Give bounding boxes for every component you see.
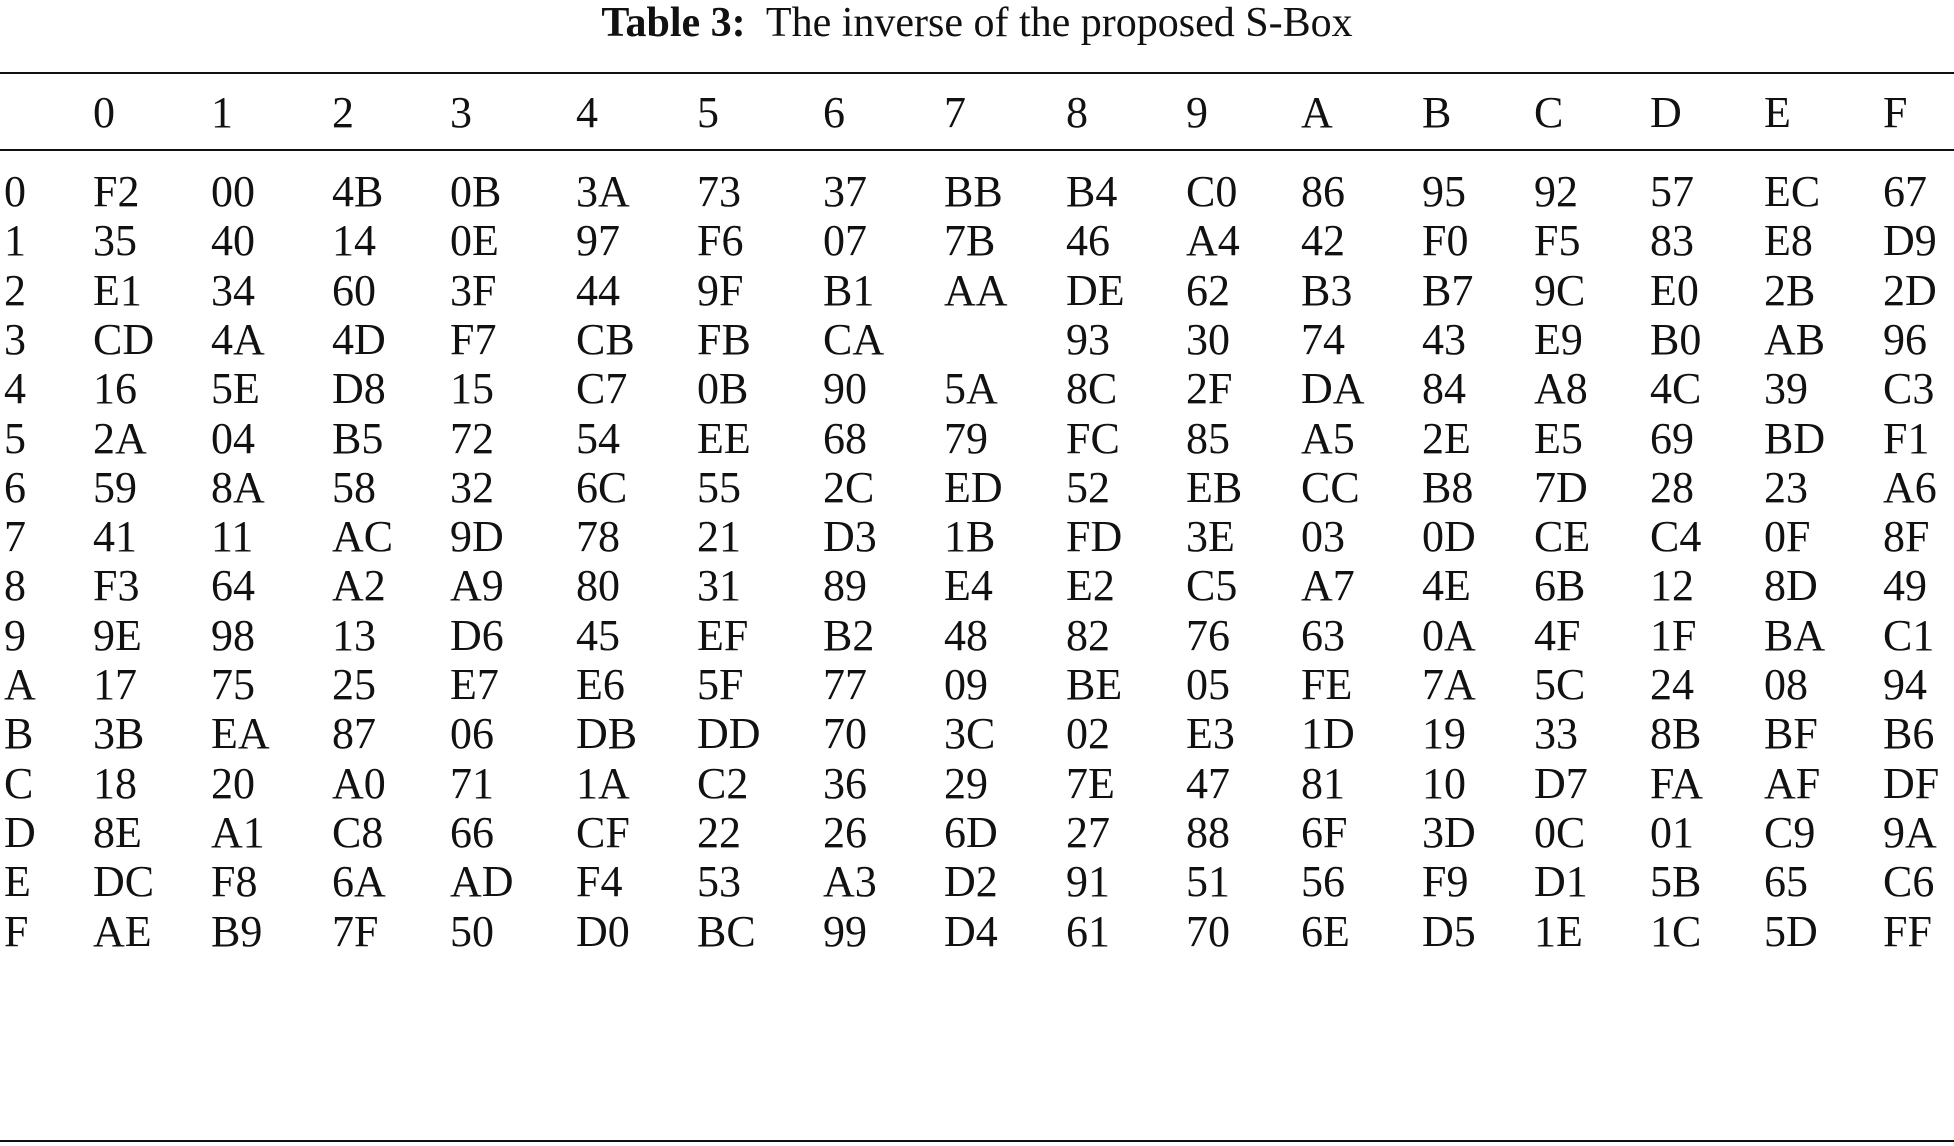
row-header: 8 — [4, 561, 26, 610]
table-cell: 8A — [211, 463, 265, 512]
table-cell: 09 — [944, 660, 988, 709]
table-cell: 0D — [1422, 512, 1476, 561]
table-cell: C6 — [1883, 857, 1935, 906]
table-cell: CC — [1301, 463, 1360, 512]
table-cell: AA — [944, 266, 1008, 315]
table-cell: A9 — [450, 561, 504, 610]
row-header: A — [4, 660, 36, 709]
table-cell: C4 — [1650, 512, 1702, 561]
table-cell: B2 — [823, 611, 875, 660]
table-cell: B5 — [332, 414, 384, 463]
table-cell: F7 — [450, 315, 497, 364]
table-cell: B3 — [1301, 266, 1353, 315]
table-cell: 0E — [450, 216, 499, 265]
table-cell: 4D — [332, 315, 386, 364]
table-cell: E8 — [1764, 216, 1813, 265]
table-cell: 86 — [1301, 167, 1345, 216]
table-cell: FD — [1066, 512, 1123, 561]
table-cell: DC — [93, 857, 155, 906]
table-cell: 7B — [944, 216, 996, 265]
table-cell: 8B — [1650, 709, 1702, 758]
table-cell: A4 — [1186, 216, 1240, 265]
table-cell: E4 — [944, 561, 993, 610]
table-cell: 84 — [1422, 364, 1466, 413]
table-cell: 82 — [1066, 611, 1110, 660]
table-cell: 67 — [1883, 167, 1927, 216]
table-cell: 03 — [1301, 512, 1345, 561]
table-cell: C9 — [1764, 808, 1816, 857]
table-cell: CA — [823, 315, 885, 364]
table-cell: 4A — [211, 315, 265, 364]
table-cell: AE — [93, 907, 152, 956]
table-cell: F1 — [1883, 414, 1930, 463]
table-cell: 92 — [1534, 167, 1578, 216]
table-cell: 21 — [697, 512, 741, 561]
table-cell: F0 — [1422, 216, 1469, 265]
table-cell: ED — [944, 463, 1003, 512]
column-header: 9 — [1186, 88, 1208, 137]
table-cell: 5C — [1534, 660, 1586, 709]
table-cell: 00 — [211, 167, 255, 216]
table-cell: F4 — [576, 857, 623, 906]
table-cell: 13 — [332, 611, 376, 660]
table-cell: 1A — [576, 759, 630, 808]
table-cell: 4F — [1534, 611, 1581, 660]
table-cell: 74 — [1301, 315, 1345, 364]
table-cell: 56 — [1301, 857, 1345, 906]
table-cell: 07 — [823, 216, 867, 265]
table-cell: DF — [1883, 759, 1940, 808]
table-cell: C2 — [697, 759, 749, 808]
table-cell: 14 — [332, 216, 376, 265]
table-cell: B4 — [1066, 167, 1118, 216]
table-cell: CB — [576, 315, 635, 364]
table-cell: 1C — [1650, 907, 1702, 956]
table-cell: B7 — [1422, 266, 1474, 315]
table-cell: 6B — [1534, 561, 1586, 610]
column-header: 7 — [944, 88, 966, 137]
table-cell: DD — [697, 709, 761, 758]
table-cell: B0 — [1650, 315, 1702, 364]
table-cell: BD — [1764, 414, 1826, 463]
table-cell: DE — [1066, 266, 1125, 315]
table-cell: 50 — [450, 907, 494, 956]
table-cell: 70 — [823, 709, 867, 758]
table-cell: 79 — [944, 414, 988, 463]
table-header-rule — [0, 149, 1954, 151]
table-cell: 25 — [332, 660, 376, 709]
table-cell: 16 — [93, 364, 137, 413]
table-cell: 3C — [944, 709, 996, 758]
column-header: 2 — [332, 88, 354, 137]
table-cell: 63 — [1301, 611, 1345, 660]
table-cell: 6D — [944, 808, 998, 857]
table-cell: 3D — [1422, 808, 1476, 857]
column-header: 3 — [450, 88, 472, 137]
table-cell: E5 — [1534, 414, 1583, 463]
table-cell: 96 — [1883, 315, 1927, 364]
table-cell: 2D — [1883, 266, 1937, 315]
table-cell: EB — [1186, 463, 1243, 512]
table-cell: 7D — [1534, 463, 1588, 512]
table-cell: C0 — [1186, 167, 1238, 216]
table-cell: AC — [332, 512, 394, 561]
table-cell: 76 — [1186, 611, 1230, 660]
table-cell: 5A — [944, 364, 998, 413]
table-cell: B1 — [823, 266, 875, 315]
table-cell: E2 — [1066, 561, 1115, 610]
table-cell: D1 — [1534, 857, 1588, 906]
table-cell: EE — [697, 414, 751, 463]
table-cell: 81 — [1301, 759, 1345, 808]
table-cell: 22 — [697, 808, 741, 857]
table-cell: 62 — [1186, 266, 1230, 315]
table-cell: D0 — [576, 907, 630, 956]
table-cell: 4E — [1422, 561, 1471, 610]
table-cell: 32 — [450, 463, 494, 512]
table-cell: 9A — [1883, 808, 1937, 857]
table-cell: FB — [697, 315, 751, 364]
table-cell: 98 — [211, 611, 255, 660]
table-cell: A6 — [1883, 463, 1937, 512]
table-cell: 91 — [1066, 857, 1110, 906]
row-header: C — [4, 759, 34, 808]
table-cell: 60 — [332, 266, 376, 315]
table-cell: 2A — [93, 414, 147, 463]
table-cell: 8F — [1883, 512, 1930, 561]
table-cell: 5B — [1650, 857, 1702, 906]
table-cell: 01 — [1650, 808, 1694, 857]
table-cell: 0C — [1534, 808, 1586, 857]
table-cell: 6E — [1301, 907, 1350, 956]
table-cell: 8E — [93, 808, 142, 857]
row-header: E — [4, 857, 31, 906]
table-cell: 23 — [1764, 463, 1808, 512]
table-cell: CF — [576, 808, 630, 857]
table-cell: 3B — [93, 709, 145, 758]
table-cell: 80 — [576, 561, 620, 610]
table-cell: 5E — [211, 364, 260, 413]
column-header: 1 — [211, 88, 233, 137]
table-cell: C7 — [576, 364, 628, 413]
column-header: 6 — [823, 88, 845, 137]
table-caption-text: The inverse of the proposed S-Box — [765, 0, 1353, 46]
table-cell: 95 — [1422, 167, 1466, 216]
table-cell: 9C — [1534, 266, 1586, 315]
table-cell: 4C — [1650, 364, 1702, 413]
table-cell: 9F — [697, 266, 744, 315]
table-cell: 26 — [823, 808, 867, 857]
table-cell: 3F — [450, 266, 497, 315]
table-cell: 7E — [1066, 759, 1115, 808]
table-cell: 19 — [1422, 709, 1466, 758]
table-cell: 48 — [944, 611, 988, 660]
row-header: B — [4, 709, 34, 758]
table-cell: D5 — [1422, 907, 1476, 956]
table-cell: 47 — [1186, 759, 1230, 808]
table-cell: A3 — [823, 857, 877, 906]
table-cell: E6 — [576, 660, 625, 709]
table-cell: 37 — [823, 167, 867, 216]
table-cell: 30 — [1186, 315, 1230, 364]
table-cell: 8C — [1066, 364, 1118, 413]
table-cell: 61 — [1066, 907, 1110, 956]
table-cell: 20 — [211, 759, 255, 808]
table-cell: 18 — [93, 759, 137, 808]
table-cell: B8 — [1422, 463, 1474, 512]
table-cell: A1 — [211, 808, 265, 857]
table-cell: 69 — [1650, 414, 1694, 463]
column-header: 4 — [576, 88, 598, 137]
table-cell: AD — [450, 857, 514, 906]
table-cell: 58 — [332, 463, 376, 512]
table-cell: E3 — [1186, 709, 1235, 758]
table-cell: CE — [1534, 512, 1591, 561]
table-cell: 75 — [211, 660, 255, 709]
table-cell: 29 — [944, 759, 988, 808]
table-cell: 65 — [1764, 857, 1808, 906]
table-cell: 8D — [1764, 561, 1818, 610]
table-cell: 9E — [93, 611, 142, 660]
row-header: D — [4, 808, 36, 857]
table-cell: 88 — [1186, 808, 1230, 857]
table-cell: 42 — [1301, 216, 1345, 265]
table-cell: 46 — [1066, 216, 1110, 265]
table-cell: 72 — [450, 414, 494, 463]
table-cell: 7A — [1422, 660, 1476, 709]
table-cell: 2C — [823, 463, 875, 512]
table-cell: E7 — [450, 660, 499, 709]
table-cell: 97 — [576, 216, 620, 265]
table-cell: 10 — [1422, 759, 1466, 808]
table-cell: 04 — [211, 414, 255, 463]
table-cell: FF — [1883, 907, 1932, 956]
table-cell: DA — [1301, 364, 1365, 413]
table-cell: 45 — [576, 611, 620, 660]
table-cell: D4 — [944, 907, 998, 956]
column-header: A — [1301, 88, 1333, 137]
table-cell: E9 — [1534, 315, 1583, 364]
table-bottom-rule — [0, 1140, 1954, 1142]
table-cell: 0B — [697, 364, 749, 413]
table-cell: 1F — [1650, 611, 1697, 660]
table-cell: 28 — [1650, 463, 1694, 512]
table-cell: 93 — [1066, 315, 1110, 364]
table-cell: F2 — [93, 167, 140, 216]
row-header: 5 — [4, 414, 26, 463]
table-cell: EC — [1764, 167, 1821, 216]
table-cell: F9 — [1422, 857, 1469, 906]
table-cell: D9 — [1883, 216, 1937, 265]
table-cell: 6F — [1301, 808, 1348, 857]
table-cell: 78 — [576, 512, 620, 561]
row-header: 0 — [4, 167, 26, 216]
table-cell: 4B — [332, 167, 384, 216]
table-cell: E0 — [1650, 266, 1699, 315]
table-cell: 6C — [576, 463, 628, 512]
row-header: 4 — [4, 364, 26, 413]
table-cell: 0B — [450, 167, 502, 216]
row-header: 6 — [4, 463, 26, 512]
table-cell: 85 — [1186, 414, 1230, 463]
row-header: 7 — [4, 512, 26, 561]
table-cell: D7 — [1534, 759, 1588, 808]
table-cell: B6 — [1883, 709, 1935, 758]
table-cell: 12 — [1650, 561, 1694, 610]
table-cell: 2F — [1186, 364, 1233, 413]
table-cell: 17 — [93, 660, 137, 709]
table-cell: 1D — [1301, 709, 1355, 758]
table-caption-label: Table 3: — [601, 0, 746, 46]
table-row — [0, 901, 1954, 962]
table-cell: 31 — [697, 561, 741, 610]
table-cell: 0F — [1764, 512, 1811, 561]
table-cell: 5F — [697, 660, 744, 709]
table-header-row — [0, 82, 1954, 143]
table-cell: C8 — [332, 808, 384, 857]
table-cell: 99 — [823, 907, 867, 956]
table-cell: 94 — [1883, 660, 1927, 709]
table-cell: C1 — [1883, 611, 1935, 660]
table-cell: 44 — [576, 266, 620, 315]
table-cell: D3 — [823, 512, 877, 561]
table-cell: AB — [1764, 315, 1826, 364]
table-cell: 11 — [211, 512, 254, 561]
table-cell: 77 — [823, 660, 867, 709]
table-cell: 41 — [93, 512, 137, 561]
table-cell: 27 — [1066, 808, 1110, 857]
table-cell: 6A — [332, 857, 386, 906]
table-cell: D6 — [450, 611, 504, 660]
table-cell: 68 — [823, 414, 867, 463]
table-cell: 5D — [1764, 907, 1818, 956]
table-cell: 06 — [450, 709, 494, 758]
table-cell: 90 — [823, 364, 867, 413]
row-header: 9 — [4, 611, 26, 660]
row-header: F — [4, 907, 29, 956]
table-cell: A5 — [1301, 414, 1355, 463]
column-header: B — [1422, 88, 1452, 137]
table-cell: 3E — [1186, 512, 1235, 561]
table-cell: 2E — [1422, 414, 1471, 463]
table-cell: F3 — [93, 561, 140, 610]
table-cell: 43 — [1422, 315, 1466, 364]
table-cell: F8 — [211, 857, 258, 906]
table-cell: BB — [944, 167, 1003, 216]
table-cell: DB — [576, 709, 638, 758]
table-cell: A2 — [332, 561, 386, 610]
column-header: 8 — [1066, 88, 1088, 137]
table-cell: F6 — [697, 216, 744, 265]
table-cell: 33 — [1534, 709, 1578, 758]
table-cell: D8 — [332, 364, 386, 413]
table-caption — [0, 0, 1954, 46]
table-cell: 02 — [1066, 709, 1110, 758]
column-header: 5 — [697, 88, 719, 137]
column-header: 0 — [93, 88, 115, 137]
table-cell: FE — [1301, 660, 1353, 709]
table-cell: 49 — [1883, 561, 1927, 610]
table-cell: BE — [1066, 660, 1123, 709]
table-cell: 51 — [1186, 857, 1230, 906]
table-cell: 57 — [1650, 167, 1694, 216]
table-cell: 70 — [1186, 907, 1230, 956]
row-header: 3 — [4, 315, 26, 364]
table-cell: 40 — [211, 216, 255, 265]
table-cell: EF — [697, 611, 749, 660]
table-cell: BC — [697, 907, 756, 956]
table-cell: 3A — [576, 167, 630, 216]
table-cell: 55 — [697, 463, 741, 512]
table-cell: 1E — [1534, 907, 1583, 956]
table-cell: C3 — [1883, 364, 1935, 413]
table-cell: 53 — [697, 857, 741, 906]
table-cell: 0A — [1422, 611, 1476, 660]
table-cell: A7 — [1301, 561, 1355, 610]
table-cell: 52 — [1066, 463, 1110, 512]
table-cell: FC — [1066, 414, 1120, 463]
table-cell: 9D — [450, 512, 504, 561]
column-header: D — [1650, 88, 1682, 137]
table-cell: 64 — [211, 561, 255, 610]
table-top-rule — [0, 72, 1954, 74]
table-cell: 1B — [944, 512, 996, 561]
table-cell: 05 — [1186, 660, 1230, 709]
table-cell: 87 — [332, 709, 376, 758]
table-cell: 54 — [576, 414, 620, 463]
table-cell: B9 — [211, 907, 263, 956]
table-cell: CD — [93, 315, 155, 364]
table-cell: E1 — [93, 266, 142, 315]
table-cell: A8 — [1534, 364, 1588, 413]
table-cell: 59 — [93, 463, 137, 512]
table-cell: 24 — [1650, 660, 1694, 709]
table-cell: AF — [1764, 759, 1821, 808]
column-header: C — [1534, 88, 1564, 137]
column-header: E — [1764, 88, 1791, 137]
table-cell: 2B — [1764, 266, 1816, 315]
table-cell: 83 — [1650, 216, 1694, 265]
table-cell: 73 — [697, 167, 741, 216]
table-cell: 71 — [450, 759, 494, 808]
table-cell: EA — [211, 709, 270, 758]
table-cell: A0 — [332, 759, 386, 808]
table-cell: 36 — [823, 759, 867, 808]
table-cell: FA — [1650, 759, 1703, 808]
column-header: F — [1883, 88, 1908, 137]
table-cell: 34 — [211, 266, 255, 315]
table-cell: 66 — [450, 808, 494, 857]
table-cell: 35 — [93, 216, 137, 265]
row-header: 2 — [4, 266, 26, 315]
table-cell: 39 — [1764, 364, 1808, 413]
table-cell: 7F — [332, 907, 379, 956]
table-cell: C5 — [1186, 561, 1238, 610]
table-cell: BA — [1764, 611, 1826, 660]
table-cell: 15 — [450, 364, 494, 413]
table-cell: F5 — [1534, 216, 1581, 265]
table-cell: 89 — [823, 561, 867, 610]
table-cell: D2 — [944, 857, 998, 906]
row-header: 1 — [4, 216, 26, 265]
table-cell: 08 — [1764, 660, 1808, 709]
table-cell: BF — [1764, 709, 1818, 758]
